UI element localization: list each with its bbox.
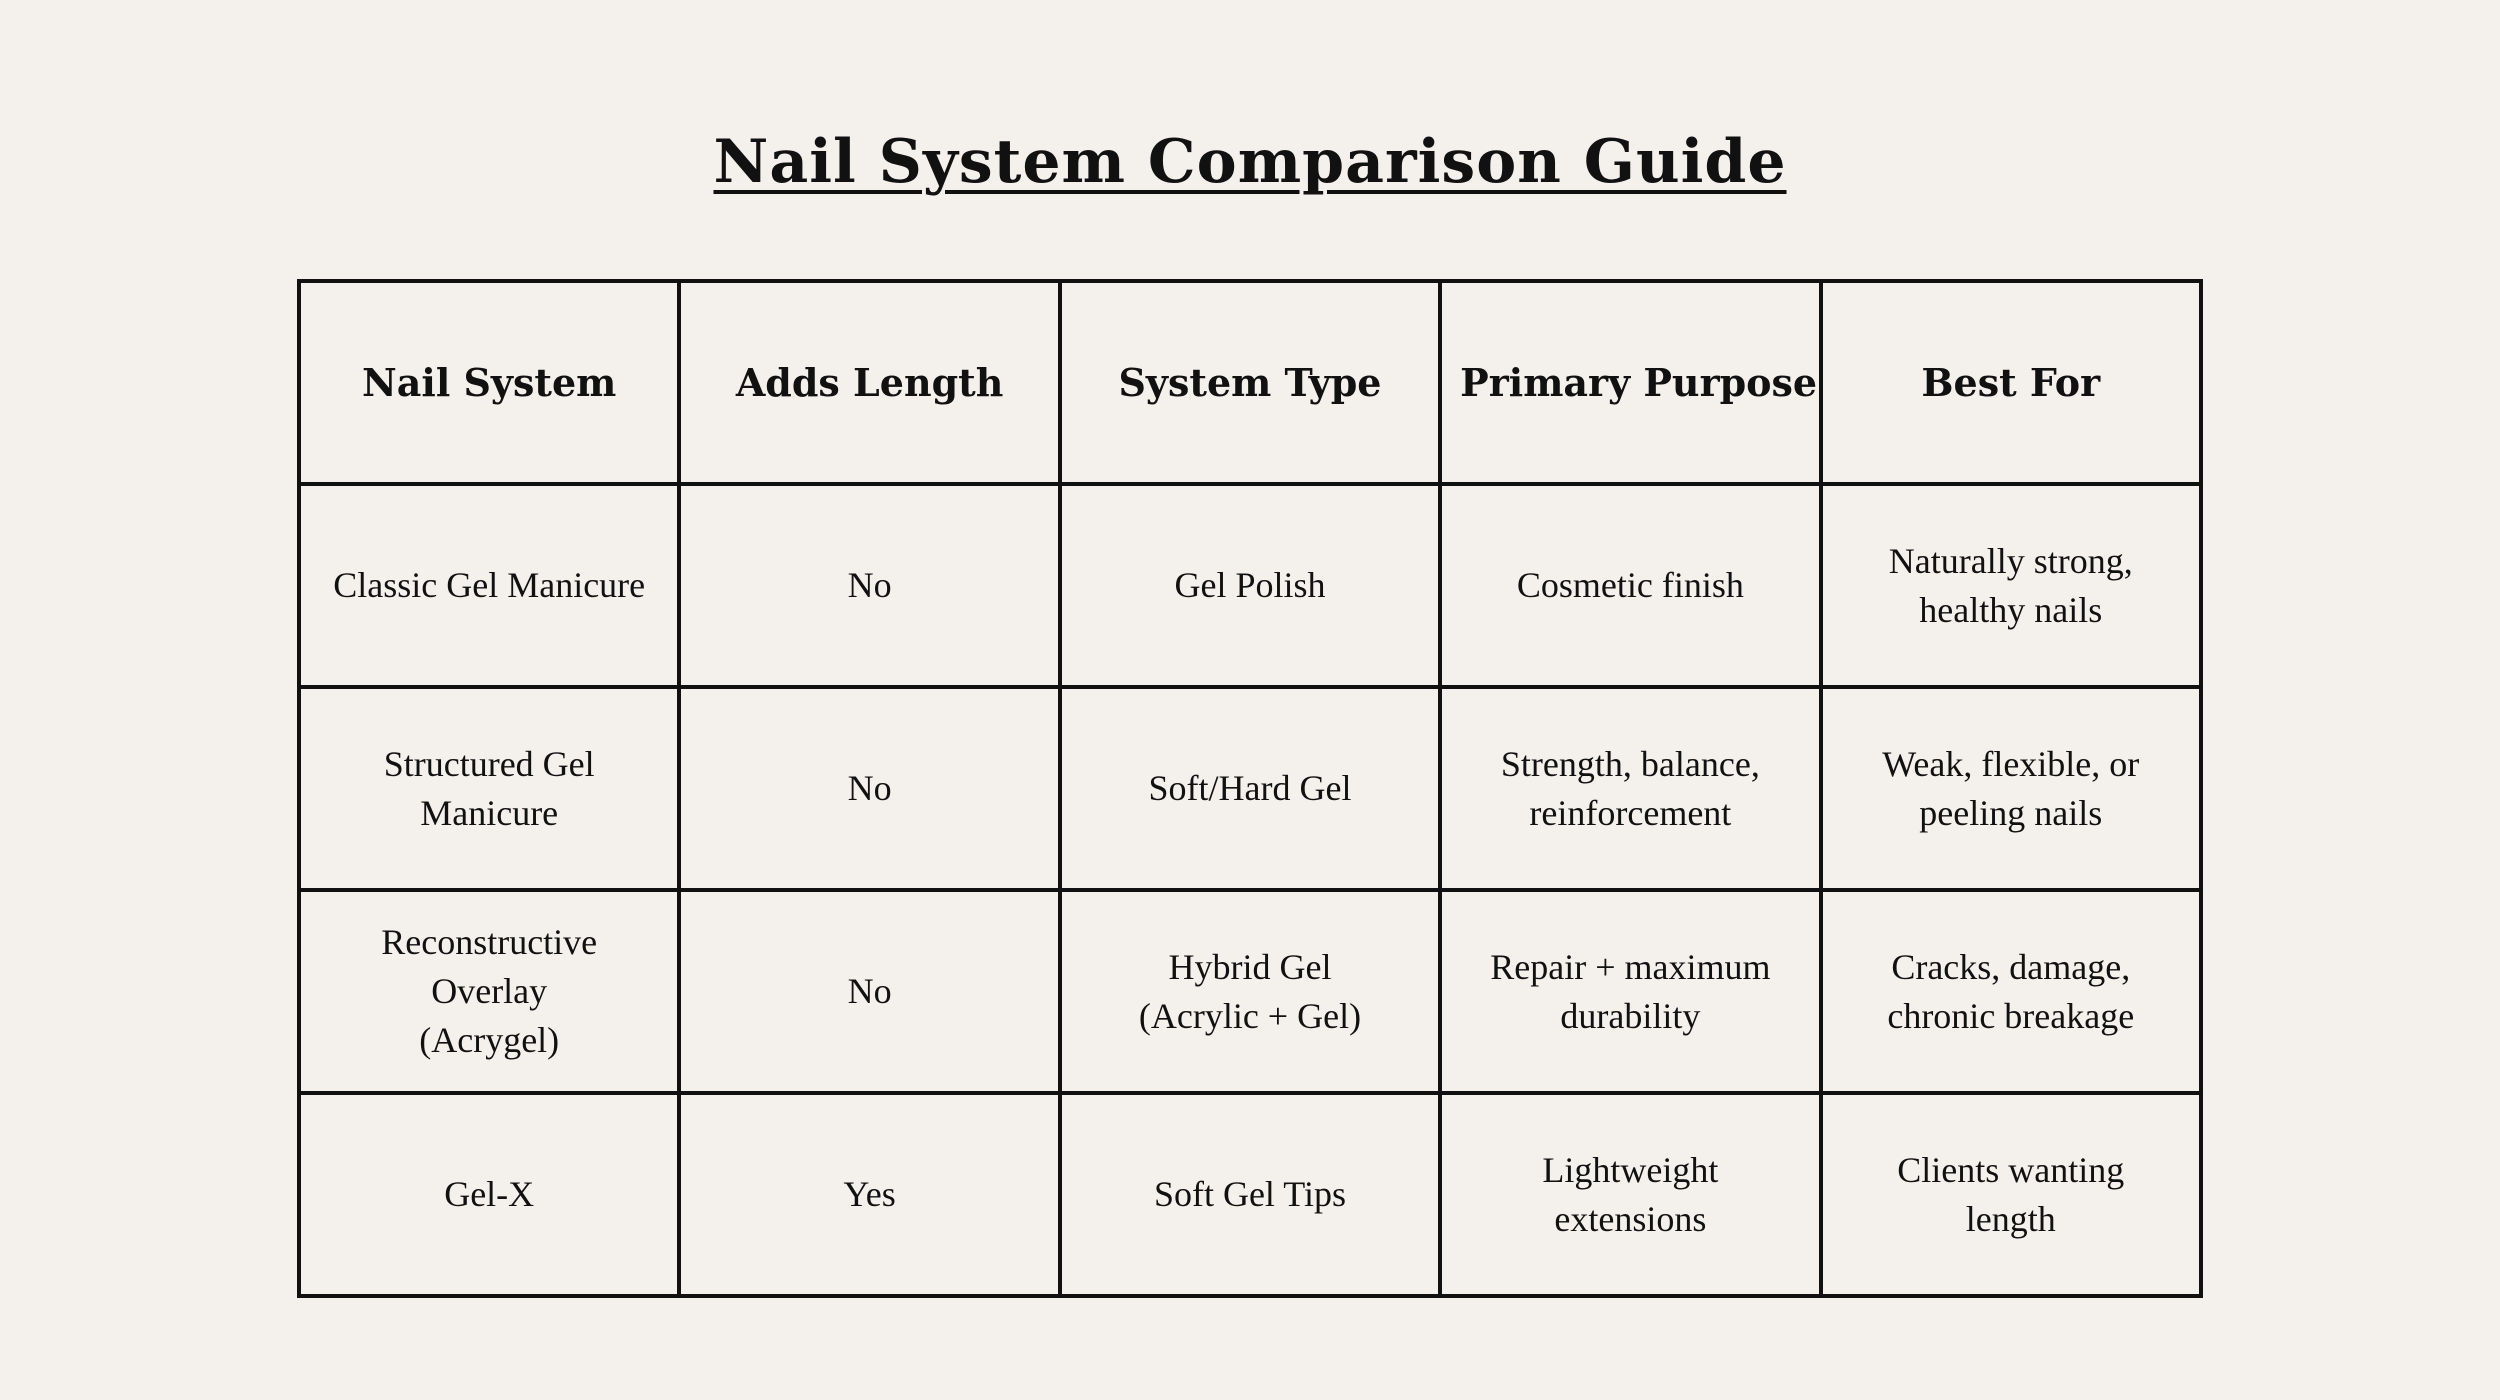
cell-text: Classic Gel Manicure [333,565,646,605]
cell-text: extensions [1554,1198,1707,1239]
table-cell [1060,1093,1440,1296]
table-cell [1821,484,2201,687]
header-row [299,281,2201,484]
table-cell [1440,890,1820,1093]
table-cell [299,890,679,1093]
cell-text: Repair + maximum [1490,946,1771,987]
cell-text: Weak, flexible, or [1882,743,2140,784]
table-cell [679,687,1059,890]
table-cell [679,484,1059,687]
cell-text: No [847,971,892,1011]
cell-text: Strength, balance, [1500,743,1760,784]
cell-text: Overlay [431,971,548,1011]
table-cell [679,890,1059,1093]
table-cell [679,1093,1059,1296]
cell-text: Manicure [420,792,559,833]
column-header-primary-purpose: Primary Purpose [1440,281,1820,484]
table-cell [299,1093,679,1296]
table-cell [1440,687,1820,890]
cell-text: Yes [843,1174,896,1214]
table-row [299,890,2201,1093]
table-row [299,1093,2201,1296]
cell-text: Cracks, damage, [1891,946,2131,987]
cell-text: Lightweight [1542,1149,1719,1190]
table-cell [1060,890,1440,1093]
page-title: Nail System Comparison Guide [713,127,1787,197]
cell-text: Gel Polish [1174,565,1326,605]
cell-text: Reconstructive [381,922,598,962]
cell-text: reinforcement [1529,792,1732,833]
cell-text: Cosmetic finish [1516,565,1744,605]
table-cell [1060,687,1440,890]
cell-text: (Acrygel) [419,1020,560,1060]
cell-text: Soft/Hard Gel [1148,768,1352,808]
cell-text: Soft Gel Tips [1153,1174,1347,1214]
cell-text: Hybrid Gel [1168,946,1332,987]
table-cell [299,687,679,890]
table-row [299,484,2201,687]
cell-text: chronic breakage [1887,995,2135,1036]
cell-text: Naturally strong, [1888,540,2133,581]
table-cell [1821,890,2201,1093]
table-cell [1821,687,2201,890]
column-header-adds-length: Adds Length [679,281,1059,484]
column-header-system-type: System Type [1060,281,1440,484]
cell-text: healthy nails [1919,589,2103,630]
cell-text: length [1965,1198,2056,1239]
cell-text: Clients wanting [1897,1149,2125,1190]
table-row [299,687,2201,890]
table-cell [1440,484,1820,687]
cell-text: (Acrylic + Gel) [1138,995,1362,1036]
cell-text: peeling nails [1919,792,2103,833]
column-header-nail-system: Nail System [299,281,679,484]
cell-text: durability [1560,995,1701,1036]
cell-text: No [847,768,892,808]
column-header-best-for: Best For [1821,281,2201,484]
table-cell [1060,484,1440,687]
table-cell [1821,1093,2201,1296]
cell-text: Gel-X [444,1174,535,1214]
comparison-table [297,279,2203,1298]
table-cell [299,484,679,687]
cell-text: Structured Gel [383,743,595,784]
table-cell [1440,1093,1820,1296]
cell-text: No [847,565,892,605]
